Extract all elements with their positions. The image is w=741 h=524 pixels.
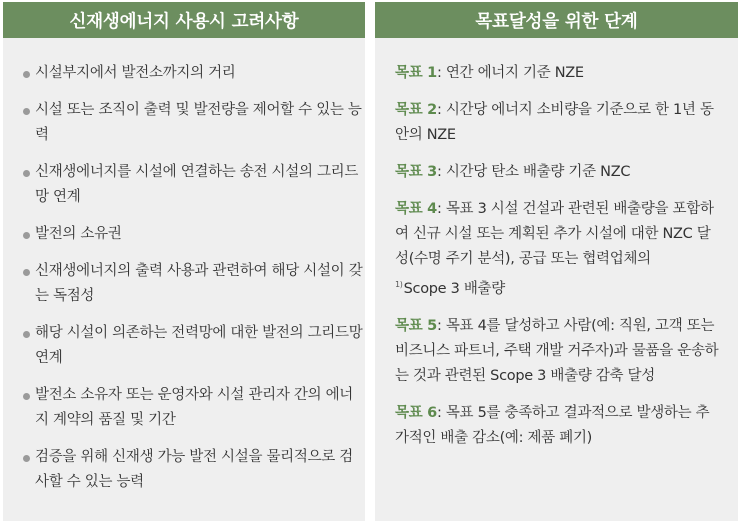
goal-list <box>375 38 738 451</box>
list-item: 발전의 소유권 <box>21 222 363 247</box>
goal-text: : 목표 3 시설 건설과 관련된 배출량을 포함하여 신규 시설 또는 계획된 추가 시설에 대한 NZC 달성(수명 주기 분석), 공급 또는 협력업체의 <box>395 201 714 267</box>
goal-label: 목표 3 <box>395 164 437 180</box>
goal-label: 목표 4 <box>395 201 437 217</box>
considerations-list <box>3 38 365 495</box>
bullet-icon <box>23 108 30 115</box>
goal-text: : 목표 4를 달성하고 사람(예: 직원, 고객 또는 비즈니스 파트너, 주택 개발 거주자)과 물품을 운송하는 것과 관련된 Scope 3 배출량 감축 달성 <box>395 318 719 384</box>
goal-steps-title: 목표달성을 위한 단계 <box>375 2 738 38</box>
considerations-title: 신재생에너지 사용시 고려사항 <box>3 2 365 38</box>
goal-text: : 목표 5를 충족하고 결과적으로 발생하는 추가적인 배출 감소(예: 제품 폐기) <box>395 405 710 446</box>
goal-item-6 <box>395 401 723 451</box>
list-item: 신재생에너지의 출력 사용과 관련하여 해당 시설이 갖는 독점성 <box>21 259 363 309</box>
goal-text: : 시간당 탄소 배출량 기준 NZC <box>436 164 631 180</box>
bullet-icon <box>23 331 30 338</box>
list-item: 검증을 위해 신재생 가능 발전 시설을 물리적으로 검사할 수 있는 능력 <box>21 445 363 495</box>
bullet-icon <box>23 269 30 276</box>
bullet-icon <box>23 393 30 400</box>
goal-item-3 <box>395 160 723 185</box>
goal-label: 목표 5 <box>395 318 437 334</box>
goal-text: : 시간당 에너지 소비량을 기준으로 한 1년 동안의 NZE <box>395 102 714 143</box>
goal-text-continued: Scope 3 배출량 <box>403 281 505 297</box>
goal-item-5 <box>395 314 723 389</box>
goal-text: : 연간 에너지 기준 NZE <box>436 65 584 81</box>
goal-item-1 <box>395 61 723 86</box>
list-item: 시설 또는 조직이 출력 및 발전량을 제어할 수 있는 능력 <box>21 98 363 148</box>
goal-item-4 <box>395 197 723 302</box>
footnote-marker: 1) <box>395 280 403 289</box>
list-item: 신재생에너지를 시설에 연결하는 송전 시설의 그리드망 연계 <box>21 160 363 210</box>
bullet-icon <box>23 455 30 462</box>
goal-steps-panel <box>375 2 738 521</box>
bullet-icon <box>23 232 30 239</box>
list-item: 발전소 소유자 또는 운영자와 시설 관리자 간의 에너지 계약의 품질 및 기간 <box>21 383 363 433</box>
goal-label: 목표 2 <box>395 102 437 118</box>
goal-label: 목표 1 <box>395 65 437 81</box>
bullet-icon <box>23 71 30 78</box>
list-item: 시설부지에서 발전소까지의 거리 <box>21 61 363 86</box>
goal-label: 목표 6 <box>395 405 437 421</box>
list-item: 해당 시설이 의존하는 전력망에 대한 발전의 그리드망 연계 <box>21 321 363 371</box>
goal-item-2 <box>395 98 723 148</box>
bullet-icon <box>23 170 30 177</box>
considerations-panel <box>3 2 365 521</box>
